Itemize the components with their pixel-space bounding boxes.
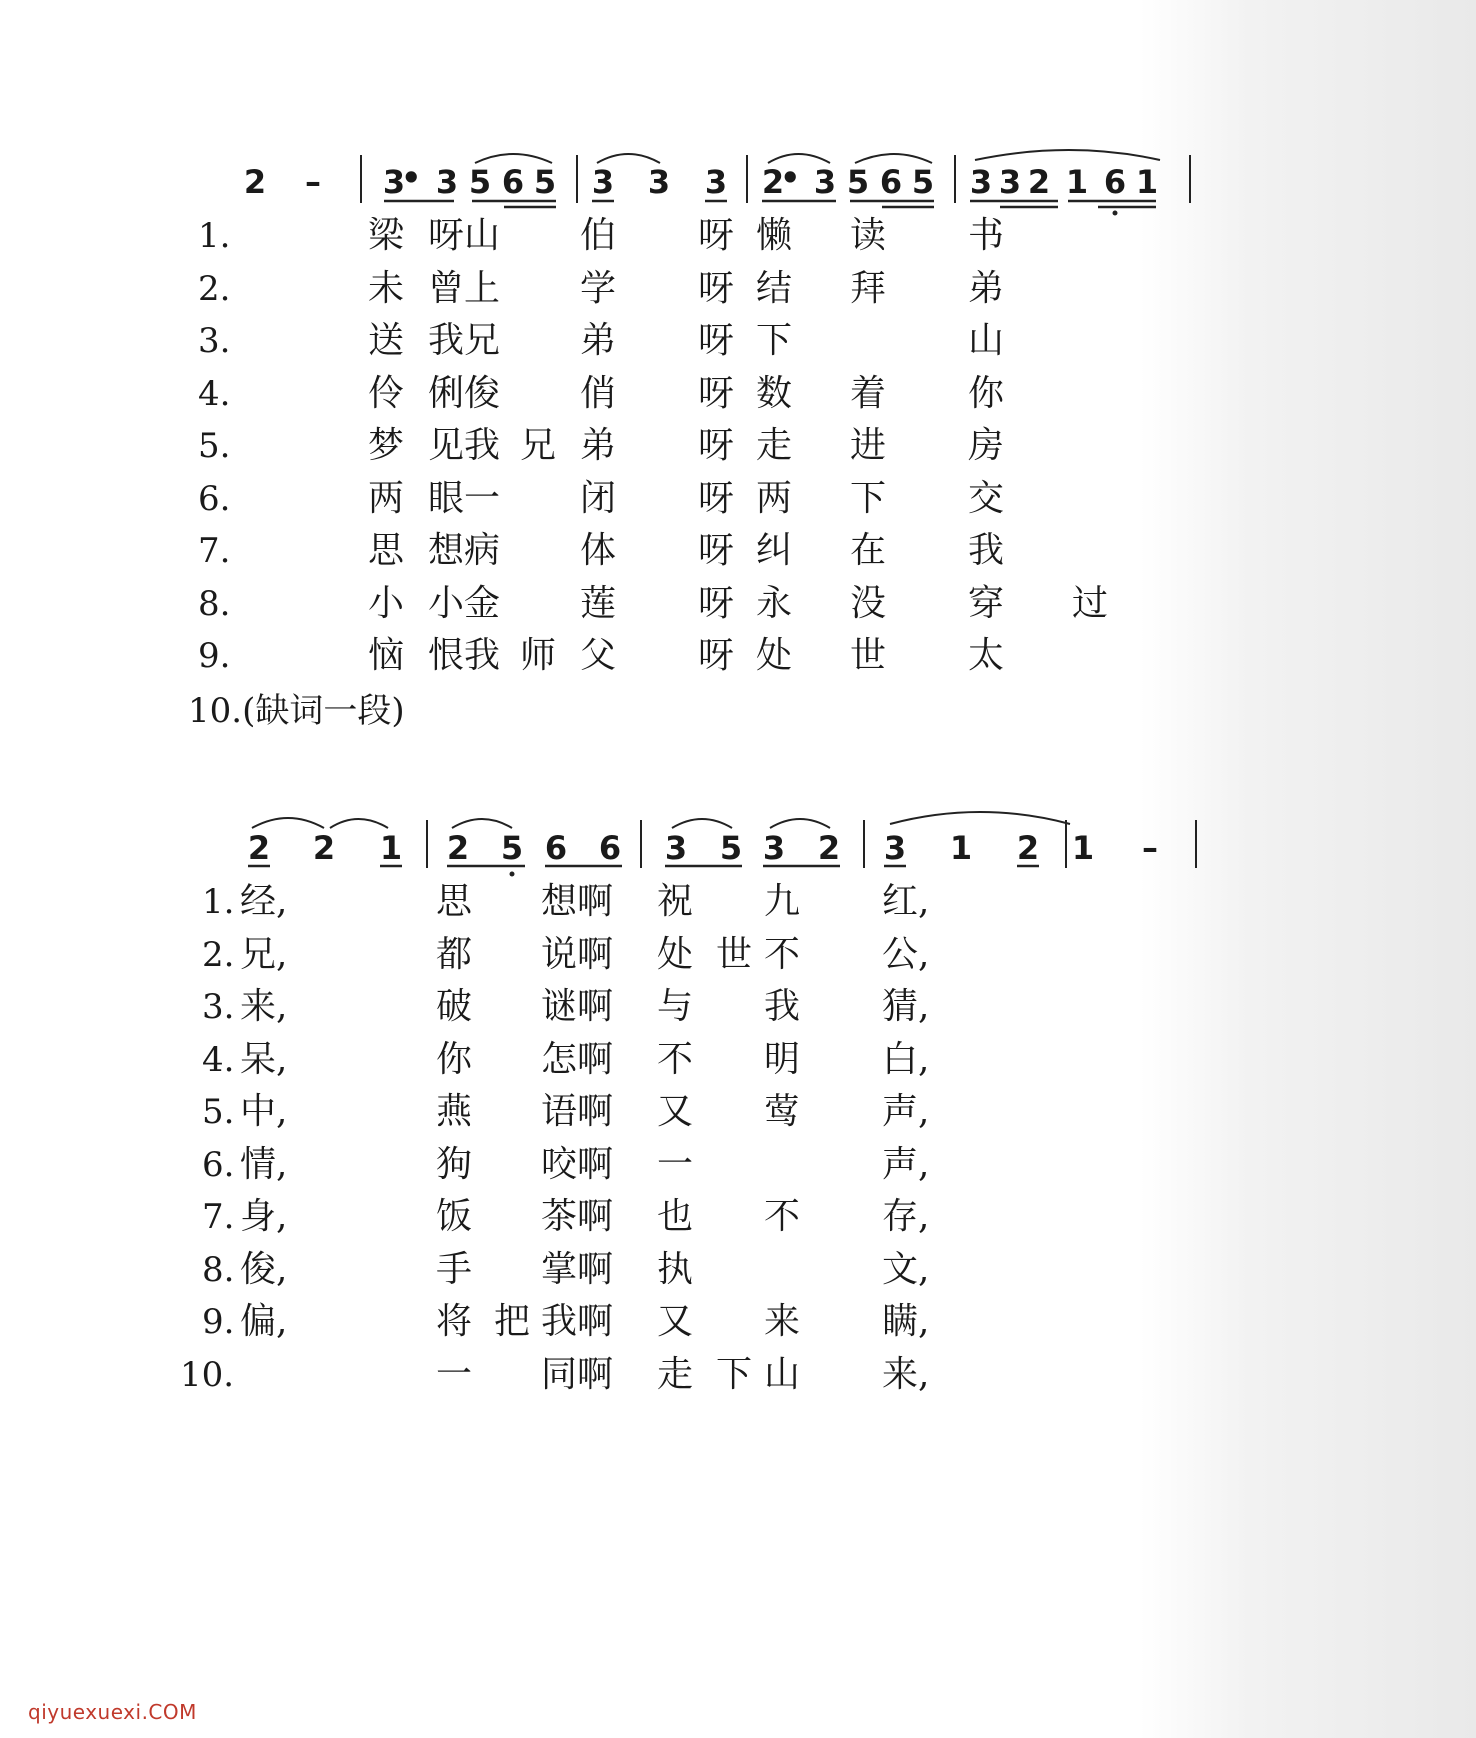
lyric-word: 下: [716, 1353, 753, 1395]
lyric-word: 山: [764, 1353, 801, 1395]
note: 6: [544, 829, 568, 867]
lyric-word: 小: [368, 582, 405, 624]
verse-number: 6.: [202, 1144, 235, 1185]
lyric-word: 俏: [580, 372, 617, 414]
verse-number: 3.: [202, 987, 235, 1027]
lyric-word: 怎啊: [541, 1038, 614, 1080]
lyric-word: 懒: [756, 215, 793, 256]
lyric-word: 走: [657, 1353, 694, 1395]
dot-mark: •: [780, 159, 801, 197]
lyric-word: 山: [968, 320, 1005, 361]
note: 3: [969, 163, 993, 201]
lyric-word: 不: [764, 1196, 801, 1237]
lyric-word: 手: [436, 1248, 473, 1290]
lyric-word: 不: [764, 933, 801, 975]
lyric-word: 茶啊: [541, 1196, 614, 1237]
note: 1: [1071, 829, 1095, 867]
lyric-word: 学: [580, 267, 617, 309]
verse-number: 4.: [198, 373, 231, 414]
note: 1: [1135, 163, 1159, 201]
note: 5: [846, 163, 870, 201]
lyric-word: 呀: [698, 215, 735, 256]
lyric-word: 咬啊: [541, 1143, 614, 1185]
note: 2: [247, 829, 271, 867]
lyric-word: 呀: [698, 582, 735, 624]
lyric-word: 谜啊: [541, 986, 614, 1027]
lyric-word: 下: [850, 477, 887, 519]
verse-number: 8.: [202, 1249, 235, 1290]
lyric-word: 呀: [698, 320, 735, 361]
lyric-word: 九: [764, 881, 801, 922]
lyric-word: 说啊: [541, 933, 614, 975]
lyric-word: 弟: [580, 425, 617, 466]
lyric-word: 数: [756, 372, 793, 414]
note: 2: [446, 829, 470, 867]
lyric-word: 把: [494, 1301, 531, 1342]
verse-number: 5.: [202, 1092, 235, 1132]
lyric-word: 猜,: [882, 986, 930, 1027]
lyric-word: 梦: [368, 425, 405, 466]
rest-dash: –: [305, 163, 321, 201]
lyric-word: 一: [436, 1353, 473, 1395]
lyric-word: 俊,: [240, 1248, 288, 1290]
lyric-word: 见我: [428, 425, 501, 466]
note: 5: [533, 163, 557, 201]
note: 2: [761, 163, 785, 201]
note: 3: [647, 163, 671, 201]
lyric-word: 读: [850, 215, 887, 256]
lyric-word: 都: [436, 933, 473, 975]
verse-number: 6.: [198, 478, 231, 519]
lyric-word: 声,: [882, 1091, 930, 1132]
lyric-word: 两: [756, 477, 793, 519]
lyric-word: 走: [756, 425, 793, 466]
lyric-word: 来,: [882, 1353, 930, 1395]
lyric-word: 公,: [882, 933, 930, 975]
lyric-word: 不: [657, 1038, 694, 1080]
note: 3: [883, 829, 907, 867]
lyric-word: 执: [657, 1248, 694, 1290]
verse-number: 5.: [198, 426, 231, 466]
lyric-word: 我: [968, 530, 1005, 571]
note: 3: [435, 163, 459, 201]
lyric-word: 兄,: [240, 933, 288, 975]
lyric-word: 纠: [756, 530, 793, 571]
lyric-word: 将: [436, 1301, 473, 1342]
lyric-word: 来,: [240, 986, 288, 1027]
verse-number: 10.: [180, 1354, 235, 1395]
lyric-word: 经,: [240, 881, 288, 922]
lyric-word: 呀: [698, 635, 735, 676]
lyric-word: 瞒,: [882, 1301, 930, 1342]
lyric-word: 呀: [698, 530, 735, 571]
lyric-word: 饭: [436, 1196, 473, 1237]
lyric-word: 身,: [240, 1196, 288, 1237]
rest-dash: –: [1142, 829, 1158, 867]
note: 3: [813, 163, 837, 201]
verse-number: 9.: [202, 1302, 235, 1342]
lyric-word: 思: [436, 881, 473, 922]
note: 3: [998, 163, 1022, 201]
note: 3: [704, 163, 728, 201]
lyric-word: 闭: [580, 477, 617, 519]
lyric-word: 一: [657, 1143, 694, 1185]
lyric-word: 又: [657, 1091, 694, 1132]
lyric-word: 我: [764, 986, 801, 1027]
lyric-word: 呀: [698, 372, 735, 414]
lyric-word: 狗: [436, 1143, 473, 1185]
verse-number: 1.: [202, 882, 235, 922]
lyric-word: 来: [764, 1301, 801, 1342]
note: 2: [1016, 829, 1040, 867]
verse-number: 2.: [202, 934, 235, 975]
slur: [330, 819, 388, 828]
lyric-word: 处: [657, 933, 694, 975]
lyric-word: 弟: [968, 267, 1005, 309]
note: 6: [879, 163, 903, 201]
note: 5: [500, 829, 524, 867]
lyric-word: 穿: [968, 582, 1005, 624]
lyric-word: 未: [368, 267, 405, 309]
lyric-word: 同啊: [541, 1353, 614, 1395]
lyric-word: 想啊: [541, 881, 614, 922]
watermark-text: qiyuexuexi.COM: [28, 1700, 197, 1724]
lyric-word: 掌啊: [541, 1248, 614, 1290]
lyric-word: 曾上: [428, 267, 501, 309]
lyric-word: 呀: [698, 267, 735, 309]
slur: [770, 819, 830, 828]
slur: [672, 819, 732, 828]
note: 3: [382, 163, 406, 201]
lyric-word: 呀山: [428, 215, 501, 256]
lyric-word: 情,: [240, 1143, 288, 1185]
note: 2: [243, 163, 267, 201]
lyric-word: 中,: [240, 1091, 288, 1132]
lyric-word: 永: [756, 582, 793, 624]
lyric-word: 莺: [764, 1091, 801, 1132]
lyric-word: 恼: [368, 635, 405, 676]
lyric-word: 语啊: [541, 1091, 614, 1132]
lyric-word: 房: [968, 425, 1005, 466]
note: 2: [1027, 163, 1051, 201]
lyric-word: 恨我: [428, 635, 501, 676]
octave-dot: [510, 872, 515, 877]
lyric-word: 梁: [368, 215, 405, 256]
verse-ten-note: 10.(缺词一段): [188, 691, 405, 731]
verse-number: 3.: [198, 321, 231, 361]
lyric-word: 送: [368, 320, 405, 361]
lyric-word: 世: [850, 635, 887, 676]
lyric-word: 俐俊: [428, 372, 501, 414]
lyric-word: 呀: [698, 425, 735, 466]
lyric-word: 又: [657, 1301, 694, 1342]
lyric-word: 偏,: [240, 1301, 288, 1342]
lyric-word: 莲: [580, 582, 617, 624]
lyric-word: 祝: [657, 881, 694, 922]
verse-number: 1.: [198, 216, 231, 256]
lyric-word: 小金: [428, 582, 501, 624]
lyric-word: 明: [764, 1038, 801, 1080]
lyric-word: 父: [580, 635, 617, 676]
lyric-word: 结: [756, 267, 793, 309]
note: 1: [379, 829, 403, 867]
lyric-word: 你: [968, 372, 1005, 414]
note: 3: [591, 163, 615, 201]
verse-number: 7.: [202, 1197, 235, 1237]
lyric-word: 眼一: [428, 477, 501, 519]
note: 3: [664, 829, 688, 867]
note: 1: [949, 829, 973, 867]
lyric-word: 白,: [882, 1038, 930, 1080]
octave-dot: [1113, 211, 1118, 216]
slur: [890, 812, 1070, 824]
verse-number: 9.: [198, 636, 231, 676]
lyric-word: 破: [436, 986, 473, 1027]
note: 2: [817, 829, 841, 867]
note: 6: [501, 163, 525, 201]
note: 3: [762, 829, 786, 867]
note: 5: [719, 829, 743, 867]
lyric-word: 声,: [882, 1143, 930, 1185]
lyric-word: 我啊: [541, 1301, 614, 1342]
verse-number: 7.: [198, 531, 231, 571]
note: 5: [468, 163, 492, 201]
lyric-word: 伯: [580, 215, 617, 256]
verse-number: 2.: [198, 268, 231, 309]
lyric-word: 兄: [520, 425, 557, 466]
lyric-word: 世: [716, 933, 753, 975]
lyric-word: 红,: [882, 881, 930, 922]
lyric-word: 太: [968, 635, 1005, 676]
lyric-word: 处: [756, 635, 793, 676]
slur: [452, 819, 512, 828]
note: 2: [312, 829, 336, 867]
lyric-word: 伶: [368, 372, 405, 414]
lyric-word: 没: [850, 582, 887, 624]
lyric-word: 与: [657, 986, 694, 1027]
lyric-word: 存,: [882, 1196, 930, 1237]
note: 1: [1065, 163, 1089, 201]
lyric-word: 体: [580, 530, 617, 571]
slur: [975, 150, 1160, 160]
slur: [252, 818, 324, 828]
lyric-word: 师: [520, 635, 557, 676]
lyric-word: 进: [850, 425, 887, 466]
lyric-word: 呀: [698, 477, 735, 519]
lyric-word: 文,: [882, 1248, 930, 1290]
verse-number: 4.: [202, 1039, 235, 1080]
lyric-word: 两: [368, 477, 405, 519]
lyric-word: 拜: [850, 267, 887, 309]
lyric-word: 我兄: [428, 320, 501, 361]
lyric-word: 你: [436, 1038, 473, 1080]
lyric-word: 书: [968, 215, 1005, 256]
lyric-word: 在: [850, 530, 887, 571]
lyric-word: 想病: [428, 530, 501, 571]
dot-mark: •: [401, 159, 422, 197]
lyric-word: 燕: [436, 1091, 473, 1132]
lyric-word: 弟: [580, 320, 617, 361]
note: 6: [598, 829, 622, 867]
lyric-word: 着: [850, 372, 887, 414]
lyric-word: 过: [1072, 582, 1109, 624]
verse-number: 8.: [198, 583, 231, 624]
lyric-word: 交: [968, 477, 1005, 519]
lyric-word: 呆,: [240, 1038, 288, 1080]
lyric-word: 思: [368, 530, 405, 571]
note: 6: [1103, 163, 1127, 201]
lyric-word: 也: [657, 1196, 694, 1237]
lyric-word: 下: [756, 320, 793, 361]
note: 5: [911, 163, 935, 201]
